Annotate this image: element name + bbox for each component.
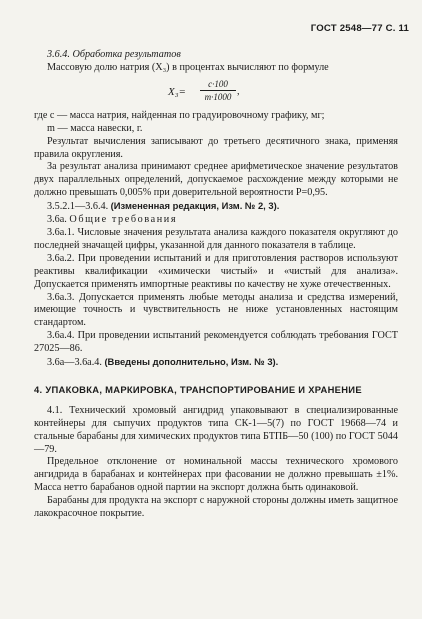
where-c-definition: где c — масса натрия, найденная по градуировочному графику, мг;	[34, 109, 325, 121]
where-m-definition: m — масса навески, г.	[47, 122, 143, 134]
heading-3-6a-title: Общие требования	[69, 214, 178, 226]
paragraph-3-6a-3: 3.6а.3. Допускается применять любые методы анализа и средства измерений, имеющие точность и чувствительность не ниже установленных настоящим стандартом.	[34, 291, 398, 329]
export-coating-paragraph: Барабаны для продукта на экспорт с наружной стороны должны иметь защитное лакокрасочное покрытие.	[34, 495, 398, 520]
paragraph-3-6a-4: 3.6а.4. При проведении испытаний рекомендуется соблюдать требования ГОСТ 27025—86.	[34, 330, 398, 355]
formula-trail: ,	[237, 85, 240, 97]
result-rule: За результат анализа принимают среднее арифметическое значение результатов двух параллельных определений, допускаемое расхождение между которыми не должно превышать 0,005% при доверительной вероятности P=0,95.	[34, 161, 398, 199]
sodium-formula	[34, 78, 398, 108]
paragraph-3-6a-1: 3.6а.1. Числовые значения результата анализа каждого показателя округляют до последней значащей цифры, указанной для данного показателя в таблице.	[34, 226, 398, 251]
amendment-range-2: 3.6а—3.6а.4.	[47, 357, 102, 369]
amendment-note-1	[34, 200, 398, 214]
rounding-rule: Результат вычисления записывают до третьего десятичного знака, применяя правила округления.	[34, 135, 398, 160]
formula-intro: Массовую долю натрия (X₃) в процентах вычисляют по формуле	[47, 61, 329, 73]
formula-denominator: m·1000	[204, 91, 232, 102]
heading-3-6a-number: 3.6а.	[47, 214, 67, 226]
amendment-text-1: (Измененная редакция, Изм. № 2, 3).	[110, 200, 280, 212]
amendment-range-1: 3.5.2.1—3.6.4.	[47, 201, 109, 213]
formula-lhs: X₃=	[168, 85, 186, 98]
section-heading-3-6a	[34, 214, 398, 227]
page-content	[34, 49, 398, 521]
section-heading-4: 4. УПАКОВКА, МАРКИРОВКА, ТРАНСПОРТИРОВАНИЕ И ХРАНЕНИЕ	[34, 383, 362, 395]
paragraph-4-1: 4.1. Технический хромовый ангидрид упаковывают в специализированные контейнеры для сыпучих продуктов типа СК-1—5(7) по ГОСТ 19668—74 и стальные барабаны для химических продуктов типа БТПБ—50 (100) по ГОСТ 5044—79.	[34, 404, 398, 455]
formula-numerator: c·100	[200, 78, 236, 91]
paragraph-3-6a-2: 3.6а.2. При проведении испытаний и для приготовления растворов используют реактивы квалификации «химически чистый» и «чистый для анализа». Допускается применять импортные реактивы по качеству не хуже отечественных.	[34, 252, 398, 290]
running-header: ГОСТ 2548—77 С. 11	[310, 23, 409, 34]
mass-tolerance-paragraph: Предельное отклонение от номинальной массы технического хромового ангидрида в барабанах и контейнерах при фасовании не должно превышать ±1%. Масса нетто барабанов одной партии на экспорт должна быть одинаковой.	[34, 456, 398, 494]
formula-fraction	[200, 78, 236, 103]
section-heading-3-6-4: 3.6.4. Обработка результатов	[47, 49, 181, 60]
amendment-text-2: (Введены дополнительно, Изм. № 3).	[104, 356, 279, 368]
amendment-note-2	[34, 356, 398, 370]
